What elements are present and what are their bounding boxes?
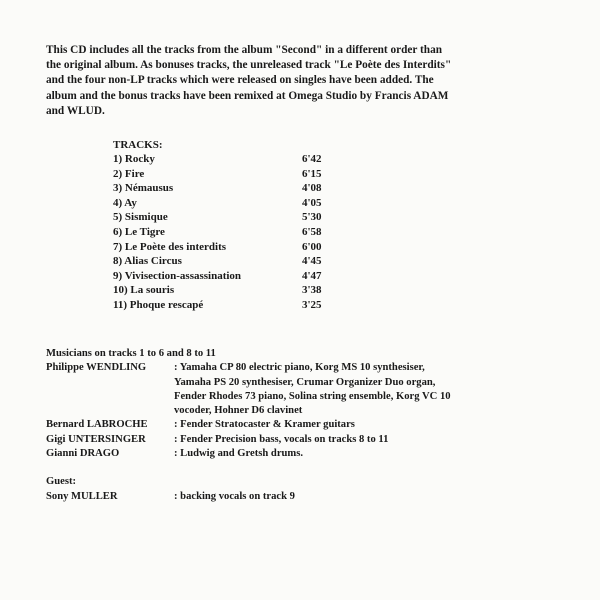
musician-role [174,433,566,447]
track-list [113,153,343,314]
musician-name: Bernard LABROCHE [46,419,148,431]
track-row [113,153,343,168]
guest-heading: Guest: [46,476,77,488]
track-title: 3) Némausus [113,182,174,195]
role-line: : Yamaha CP 80 electric piano, Korg MS 10 synthesiser, [174,362,425,374]
spacer [46,461,566,475]
track-title: 1) Rocky [113,153,155,165]
guest-name: Sony MULLER [46,490,118,502]
track-duration: 6'00 [302,240,322,253]
role-line: : Ludwig and Gretsh drums. [174,448,304,460]
track-title: 8) Alias Circus [113,255,182,268]
track-row [113,270,343,285]
track-duration: 6'58 [302,225,322,238]
track-title: 2) Fire [113,167,145,180]
musicians-heading: Musicians on tracks 1 to 6 and 8 to 11 [46,348,216,359]
intro-line: This CD includes all the tracks from the album "Second" in a different order than [46,44,443,56]
role-line: : Fender Stratocaster & Kramer guitars [174,419,355,431]
role-line: Fender Rhodes 73 piano, Solina string ensemble, Korg VC 10 [174,390,451,402]
track-title: 5) Sismique [113,211,168,224]
tracks-heading: TRACKS: [113,139,163,151]
track-title: 11) Phoque rescapé [113,298,204,311]
track-duration: 4'08 [302,182,322,195]
role-line: : backing vocals on track 9 [174,490,295,502]
musician-role [174,447,566,461]
credits-section [46,347,566,504]
intro-line: and WLUD. [46,104,105,117]
track-title: 9) Vivisection-assassination [113,269,242,282]
role-line: vocoder, Hohner D6 clavinet [174,405,303,417]
role-line: Yamaha PS 20 synthesiser, Crumar Organizer Duo organ, [174,376,436,388]
track-duration: 4'05 [302,196,322,209]
track-row [113,197,343,212]
guest-entry [46,490,566,504]
intro-line: and the four non-LP tracks which were released on singles have been added. The [46,74,434,87]
track-duration: 3'38 [302,284,322,297]
intro-line: album and the bonus tracks have been remixed at Omega Studio by Francis ADAM [46,89,449,102]
track-title: 6) Le Tigre [113,225,165,238]
musician-name: Gianni DRAGO [46,448,120,460]
credit-entry [46,447,566,461]
track-duration: 4'45 [302,255,322,268]
track-row [113,241,343,256]
intro-line: the original album. As bonuses tracks, the unreleased track "Le Poète des Interdits" [46,59,452,72]
track-duration: 3'25 [302,298,322,311]
track-duration: 6'15 [302,167,322,180]
track-title: 4) Ay [113,196,137,209]
track-row [113,226,343,241]
guest-role [174,490,566,504]
intro-paragraph [46,43,566,119]
credit-entry [46,361,566,418]
track-title: 7) Le Poète des interdits [113,240,227,253]
track-row [113,284,343,299]
musician-role [174,361,566,418]
track-row [113,211,343,226]
track-duration: 6'42 [302,153,322,165]
track-duration: 5'30 [302,211,322,224]
credit-entry [46,433,566,447]
musician-role [174,418,566,432]
track-row [113,182,343,197]
track-duration: 4'47 [302,269,322,282]
track-row [113,168,343,183]
track-row [113,255,343,270]
credit-entry [46,418,566,432]
track-title: 10) La souris [113,284,175,297]
track-row [113,299,343,314]
role-line: : Fender Precision bass, vocals on tracks 8 to 11 [174,433,389,445]
musician-name: Philippe WENDLING [46,362,147,374]
musician-name: Gigi UNTERSINGER [46,433,146,445]
